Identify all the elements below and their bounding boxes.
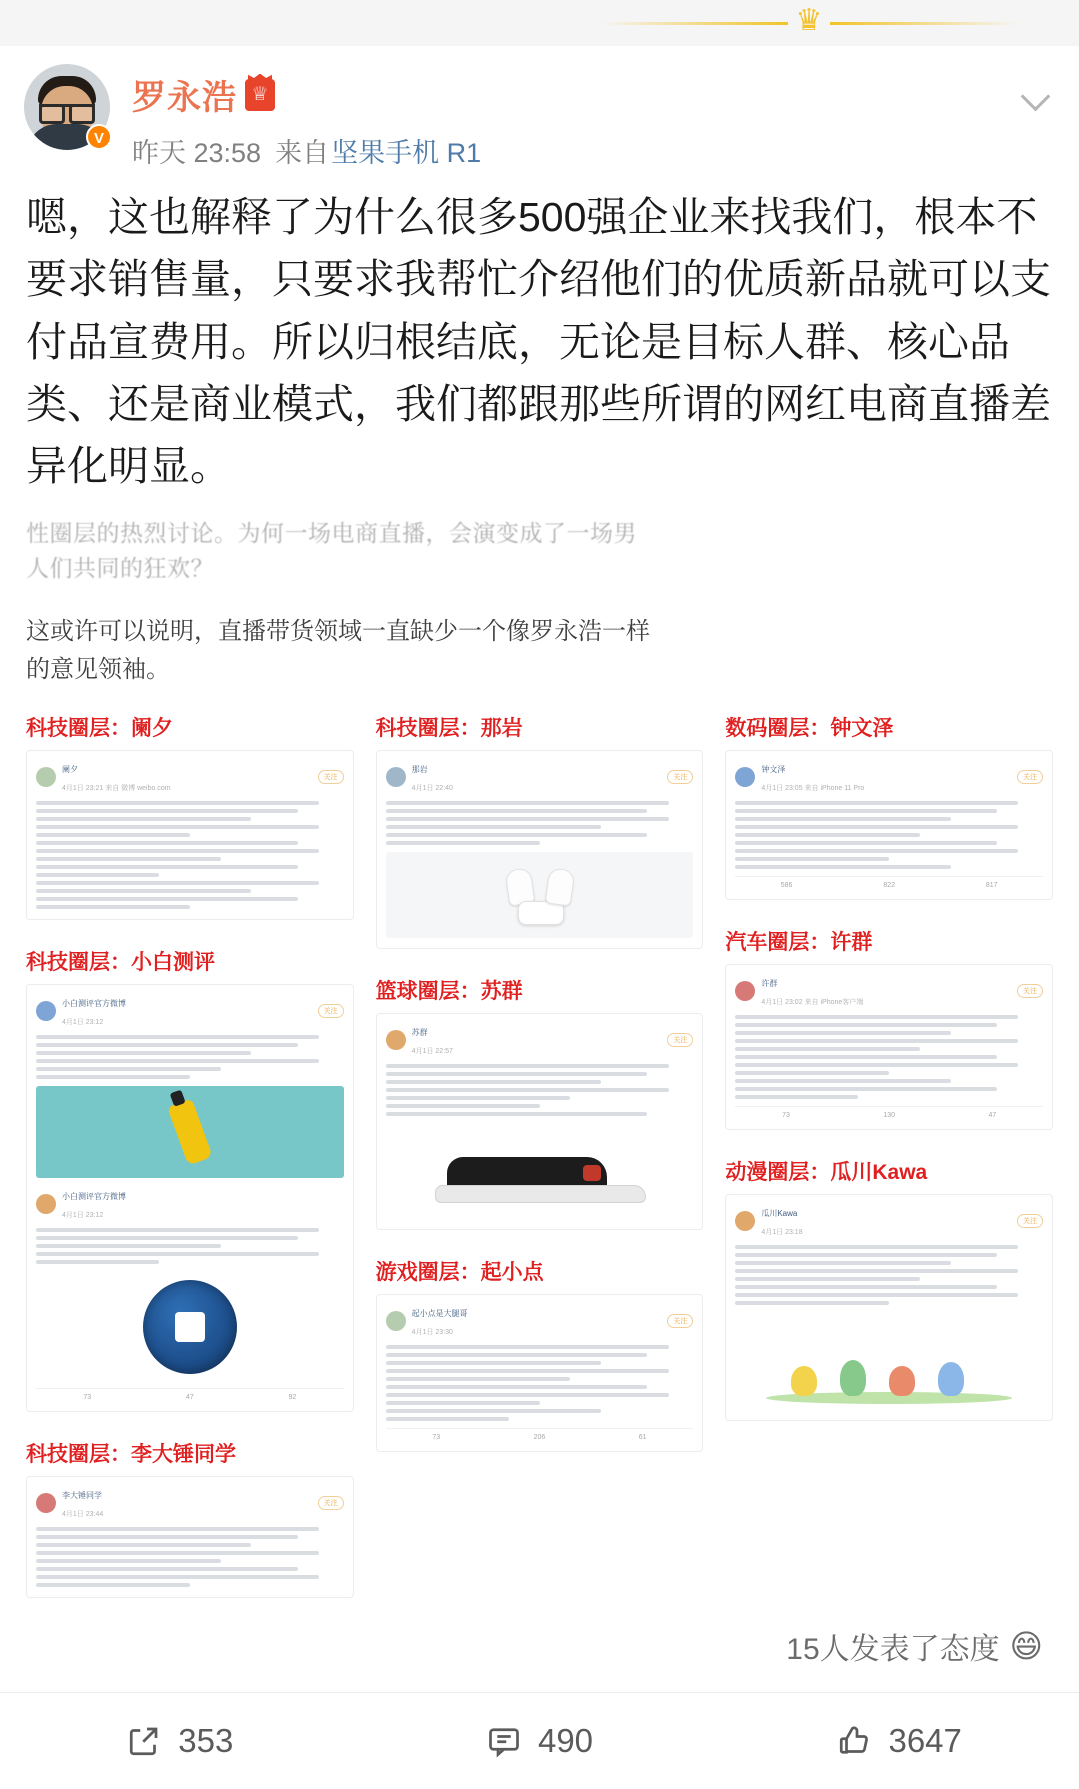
mini-text-lines	[735, 1015, 1043, 1099]
mini-time: 4月1日 23:44	[62, 1510, 104, 1518]
mini-text-lines	[36, 1035, 344, 1079]
mini-image-ball	[36, 1273, 344, 1381]
mini-card-header	[735, 973, 1043, 1009]
thumbnail-item[interactable]	[376, 712, 704, 949]
mini-user-name: 那岩	[411, 764, 428, 774]
mini-weibo-card	[26, 984, 354, 1412]
post-source-link[interactable]: 坚果手机 R1	[331, 138, 482, 168]
header-main	[110, 56, 1055, 170]
mini-avatar	[735, 981, 755, 1001]
mini-text-lines	[735, 801, 1043, 869]
mini-avatar	[36, 1194, 56, 1214]
like-count: 3647	[888, 1721, 962, 1759]
mini-count: 73	[782, 1111, 790, 1119]
thumbnail-item[interactable]	[376, 1256, 704, 1452]
mini-count: 206	[533, 1433, 546, 1441]
post-text: 嗯，这也解释了为什么很多500强企业来找我们，根本不要求销售量，只要求我帮忙介绍他们的优质新品就可以支付品宣费用。所以归根结底，无论是目标人群、核心品类、还是商业模式，我们都跟那些所谓的网红电商直播差异化明显。	[26, 194, 1051, 490]
card-sub-line-1: 这或许可以说明，直播带货领域一直缺少一个像罗永浩一样	[26, 617, 650, 645]
mini-user-name: 李大锤同学	[62, 1490, 102, 1500]
mini-follow-button[interactable]: 关注	[667, 1314, 693, 1328]
mini-avatar	[386, 1030, 406, 1050]
mini-follow-button[interactable]: 关注	[318, 770, 344, 784]
mini-count: 47	[185, 1393, 194, 1401]
mini-time: 4月1日 23:05 来自 iPhone 11 Pro	[761, 784, 865, 792]
card-sub-line-2: 的意见领袖。	[26, 656, 170, 684]
mini-weibo-card	[725, 1194, 1053, 1421]
thumbnail-item[interactable]	[725, 1156, 1053, 1421]
mini-text-lines	[36, 801, 344, 909]
mini-count: 822	[883, 881, 895, 889]
post-header	[0, 46, 1079, 174]
thumbnail-title: 科技圈层：李大锤同学	[26, 1442, 236, 1466]
thumbnail-item[interactable]	[725, 926, 1053, 1130]
post-meta	[132, 131, 1055, 170]
mini-image-airpods	[386, 852, 694, 938]
mini-count: 73	[83, 1393, 92, 1401]
mini-avatar	[36, 767, 56, 787]
mini-count: 61	[638, 1433, 647, 1441]
mini-avatar	[36, 1001, 56, 1021]
mini-weibo-card	[725, 964, 1053, 1130]
crown-badge-icon[interactable]: ♕	[245, 79, 275, 111]
smile-emoji-icon: 😄	[1009, 1627, 1043, 1664]
thumbnail-title: 动漫圈层：瓜川Kawa	[725, 1160, 928, 1184]
comment-count: 490	[537, 1721, 594, 1759]
vip-crown-banner	[0, 0, 1079, 46]
mini-user-name: 苏群	[411, 1027, 428, 1037]
mini-card-header	[386, 1022, 694, 1058]
card-quote-line-1: 性圈层的热烈讨论。为何一场电商直播，会演变成了一场男	[26, 519, 637, 546]
thumbnail-title: 篮球圈层：苏群	[375, 979, 523, 1003]
share-button[interactable]	[0, 1722, 360, 1760]
mini-user-name: 小白测评官方微博	[62, 998, 126, 1008]
like-button[interactable]	[719, 1722, 1079, 1760]
mini-follow-button[interactable]: 关注	[318, 1496, 344, 1510]
mini-user-name: 起小点是大腿哥	[411, 1308, 468, 1318]
mini-avatar	[36, 1493, 56, 1513]
mini-avatar	[735, 767, 755, 787]
mini-card-header	[36, 1485, 344, 1521]
mini-weibo-card	[376, 750, 704, 949]
thumbnail-title: 科技圈层：那岩	[375, 716, 523, 740]
user-name[interactable]: 罗永浩	[132, 79, 237, 117]
mini-weibo-card	[376, 1294, 704, 1452]
comment-icon	[486, 1723, 522, 1759]
mini-user-name: 许群	[761, 978, 778, 988]
comment-button[interactable]	[360, 1722, 720, 1760]
post-time: 昨天 23:58	[132, 138, 262, 168]
name-row	[132, 70, 1055, 119]
mini-card-header	[735, 1203, 1043, 1239]
mini-avatar	[386, 1311, 406, 1331]
mini-follow-button[interactable]: 关注	[667, 1033, 693, 1047]
crown-line-right	[830, 22, 1019, 25]
mini-count: 130	[883, 1111, 895, 1119]
action-bar	[0, 1693, 1079, 1789]
mini-user-name: 阑夕	[62, 764, 78, 774]
mini-card-header	[36, 759, 344, 795]
mini-time: 4月1日 22:57	[411, 1047, 453, 1055]
mini-card-header	[386, 1303, 694, 1339]
mini-time: 4月1日 22:40	[411, 784, 453, 792]
mini-time: 4月1日 23:21 来自 微博 weibo.com	[62, 784, 171, 792]
post-image-card[interactable]	[26, 516, 1053, 1598]
thumbnail-item[interactable]	[725, 712, 1053, 900]
mini-count: 47	[988, 1111, 997, 1119]
share-count: 353	[178, 1721, 234, 1759]
mini-time: 4月1日 23:18	[761, 1228, 803, 1236]
mini-count: 586	[780, 881, 793, 889]
mini-weibo-card	[26, 750, 354, 920]
mini-count: 92	[288, 1393, 297, 1401]
mini-text-lines	[36, 1527, 344, 1587]
thumbnail-grid	[26, 712, 1053, 1598]
mini-weibo-card	[376, 1013, 704, 1230]
mini-avatar	[386, 767, 406, 787]
thumbs-up-icon	[836, 1723, 872, 1759]
mini-card-header	[36, 993, 344, 1029]
attitude-text: 15人发表了态度	[786, 1632, 1000, 1666]
mini-count: 817	[985, 881, 998, 889]
thumbnail-item[interactable]	[26, 946, 354, 1412]
mini-image-bottle	[36, 1086, 344, 1178]
attitude-row[interactable]	[0, 1624, 1043, 1668]
mini-follow-button[interactable]: 关注	[318, 1004, 344, 1018]
mini-count: 73	[432, 1433, 441, 1441]
thumbnail-item[interactable]	[26, 712, 354, 920]
thumbnail-item[interactable]	[376, 975, 704, 1230]
crown-icon: ♛	[795, 4, 823, 37]
mini-action-bar	[386, 1428, 694, 1441]
mini-user-name: 小白测评官方微博	[62, 1191, 126, 1201]
mini-text-lines	[36, 1228, 344, 1264]
share-icon	[126, 1723, 162, 1759]
thumbnail-item[interactable]	[26, 1438, 354, 1598]
avatar-glasses	[39, 104, 95, 121]
avatar[interactable]	[24, 64, 110, 150]
card-quote-line-2: 人们共同的狂欢？	[26, 555, 214, 582]
thumbnail-title: 数码圈层：钟文泽	[725, 716, 894, 740]
mini-time: 4月1日 23:12	[62, 1018, 104, 1026]
thumbnail-title: 游戏圈层：起小点	[375, 1260, 544, 1284]
mini-action-bar	[735, 1106, 1043, 1119]
mini-weibo-card	[725, 750, 1053, 900]
mini-text-lines	[386, 1345, 694, 1421]
mini-time: 4月1日 23:30	[411, 1328, 453, 1336]
thumbnail-title: 汽车圈层：许群	[725, 930, 873, 954]
mini-text-lines	[735, 1245, 1043, 1305]
mini-action-bar	[735, 876, 1043, 889]
from-label: 来自	[275, 138, 330, 168]
mini-card-header	[386, 759, 694, 795]
crown-line-left	[599, 22, 788, 25]
mini-weibo-card	[26, 1476, 354, 1598]
mini-action-bar	[36, 1388, 344, 1401]
mini-follow-button[interactable]: 关注	[1017, 1214, 1043, 1228]
thumbnail-column-2	[376, 712, 704, 1598]
mini-text-lines	[386, 801, 694, 845]
mini-text-lines	[386, 1064, 694, 1116]
mini-time: 4月1日 23:02 来自 iPhone客户端	[761, 998, 864, 1006]
mini-image-pokemon	[735, 1314, 1043, 1410]
mini-time: 4月1日 23:12	[62, 1211, 104, 1219]
mini-follow-button[interactable]: 关注	[1017, 770, 1043, 784]
mini-card-header	[36, 1186, 344, 1222]
chevron-down-icon[interactable]	[1023, 84, 1049, 110]
mini-avatar	[735, 1211, 755, 1231]
thumbnail-column-3	[725, 712, 1053, 1598]
mini-follow-button[interactable]: 关注	[667, 770, 693, 784]
mini-image-sneaker	[386, 1123, 694, 1219]
mini-user-name: 钟文泽	[761, 764, 786, 774]
verified-badge-icon: V	[86, 124, 112, 150]
thumbnail-title: 科技圈层：小白测评	[26, 950, 215, 974]
thumbnail-title: 科技圈层：阑夕	[26, 716, 173, 740]
crown-decoration	[599, 0, 1019, 46]
mini-follow-button[interactable]: 关注	[1017, 984, 1043, 998]
thumbnail-column-1	[26, 712, 354, 1598]
mini-card-header	[735, 759, 1043, 795]
mini-user-name: 瓜川Kawa	[761, 1208, 798, 1218]
